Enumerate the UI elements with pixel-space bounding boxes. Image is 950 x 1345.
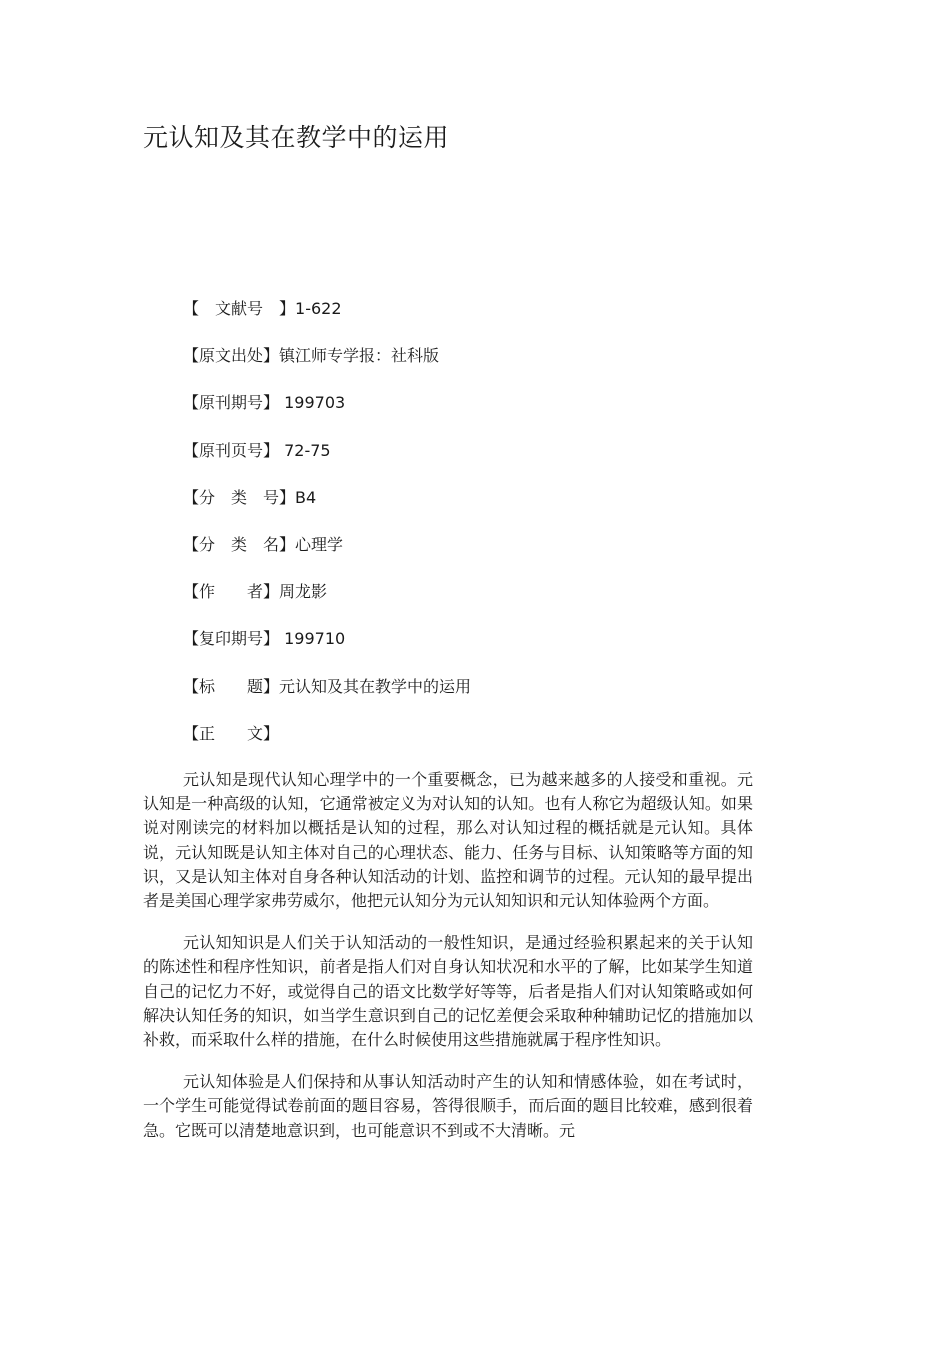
meta-row-class-name — [183, 532, 783, 579]
paragraph: 元认知是现代认知心理学中的一个重要概念，已为越来越多的人接受和重视。元认知是一种高级的认知，它通常被定义为对认知的认知。也有人称它为超级认知。如果说对刚读完的材料加以概括是认知的过程，那么对认知过程的概括就是元认知。具体说，元认知既是认知主体对自己的心理状态、能力、任务与目标、认知策略等方面的知识，又是认知主体对自身各种认知活动的计划、监控和调节的过程。元认知的最早提出者是美国心理学家弗劳威尔，他把元认知分为元认知知识和元认知体验两个方面。 — [143, 770, 753, 911]
paragraph: 元认知体验是人们保持和从事认知活动时产生的认知和情感体验，如在考试时，一个学生可能觉得试卷前面的题目容易，答得很顺手，而后面的题目比较难，感到很着急。它既可以清楚地意识到，也可能意识不到或不大清晰。元 — [143, 1072, 753, 1140]
metadata-list — [183, 296, 783, 768]
meta-value: 周龙影 — [279, 582, 328, 602]
meta-value: 镇江师专学报：社科版 — [279, 346, 440, 366]
meta-label: 【复印期号】 — [183, 629, 280, 649]
meta-value: B4 — [295, 487, 317, 507]
meta-row-pages — [183, 438, 783, 485]
meta-label: 【分 类 名】 — [183, 534, 296, 554]
body-text — [143, 768, 753, 1161]
meta-row-author — [183, 579, 783, 626]
meta-row-document-number — [183, 296, 783, 343]
meta-value: 1-622 — [295, 299, 342, 318]
meta-label: 【原刊页号】 — [183, 440, 280, 460]
meta-value: 72-75 — [279, 440, 331, 460]
meta-row-body-heading — [183, 721, 783, 768]
meta-label: 【作 者】 — [183, 582, 280, 602]
meta-label: 【标 题】 — [183, 676, 280, 696]
meta-label: 【原文出处】 — [183, 346, 280, 366]
meta-value: 心理学 — [295, 534, 344, 554]
document-title: 元认知及其在教学中的运用 — [143, 123, 450, 152]
paragraph: 元认知知识是人们关于认知活动的一般性知识，是通过经验积累起来的关于认知的陈述性和程序性知识，前者是指人们对自身认知状况和水平的了解，比如某学生知道自己的记忆力不好，或觉得自己的语文比数学好等等，后者是指人们对认知策略或如何解决认知任务的知识，如当学生意识到自己的记忆差便会采取种种辅助记忆的措施加以补救，而采取什么样的措施，在什么时候使用这些措施就属于程序性知识。 — [143, 933, 753, 1050]
meta-row-class-number — [183, 485, 783, 532]
meta-value: 199703 — [279, 393, 346, 413]
meta-label: 【分 类 号】 — [183, 487, 296, 507]
meta-label: 【 文献号 】 — [183, 299, 296, 318]
meta-row-issue — [183, 390, 783, 437]
meta-value: 199710 — [279, 629, 346, 649]
meta-label: 【正 文】 — [183, 723, 280, 743]
meta-row-source — [183, 343, 783, 390]
meta-label: 【原刊期号】 — [183, 393, 280, 413]
meta-row-reprint-issue — [183, 626, 783, 673]
meta-row-title — [183, 674, 783, 721]
meta-value: 元认知及其在教学中的运用 — [279, 676, 472, 696]
